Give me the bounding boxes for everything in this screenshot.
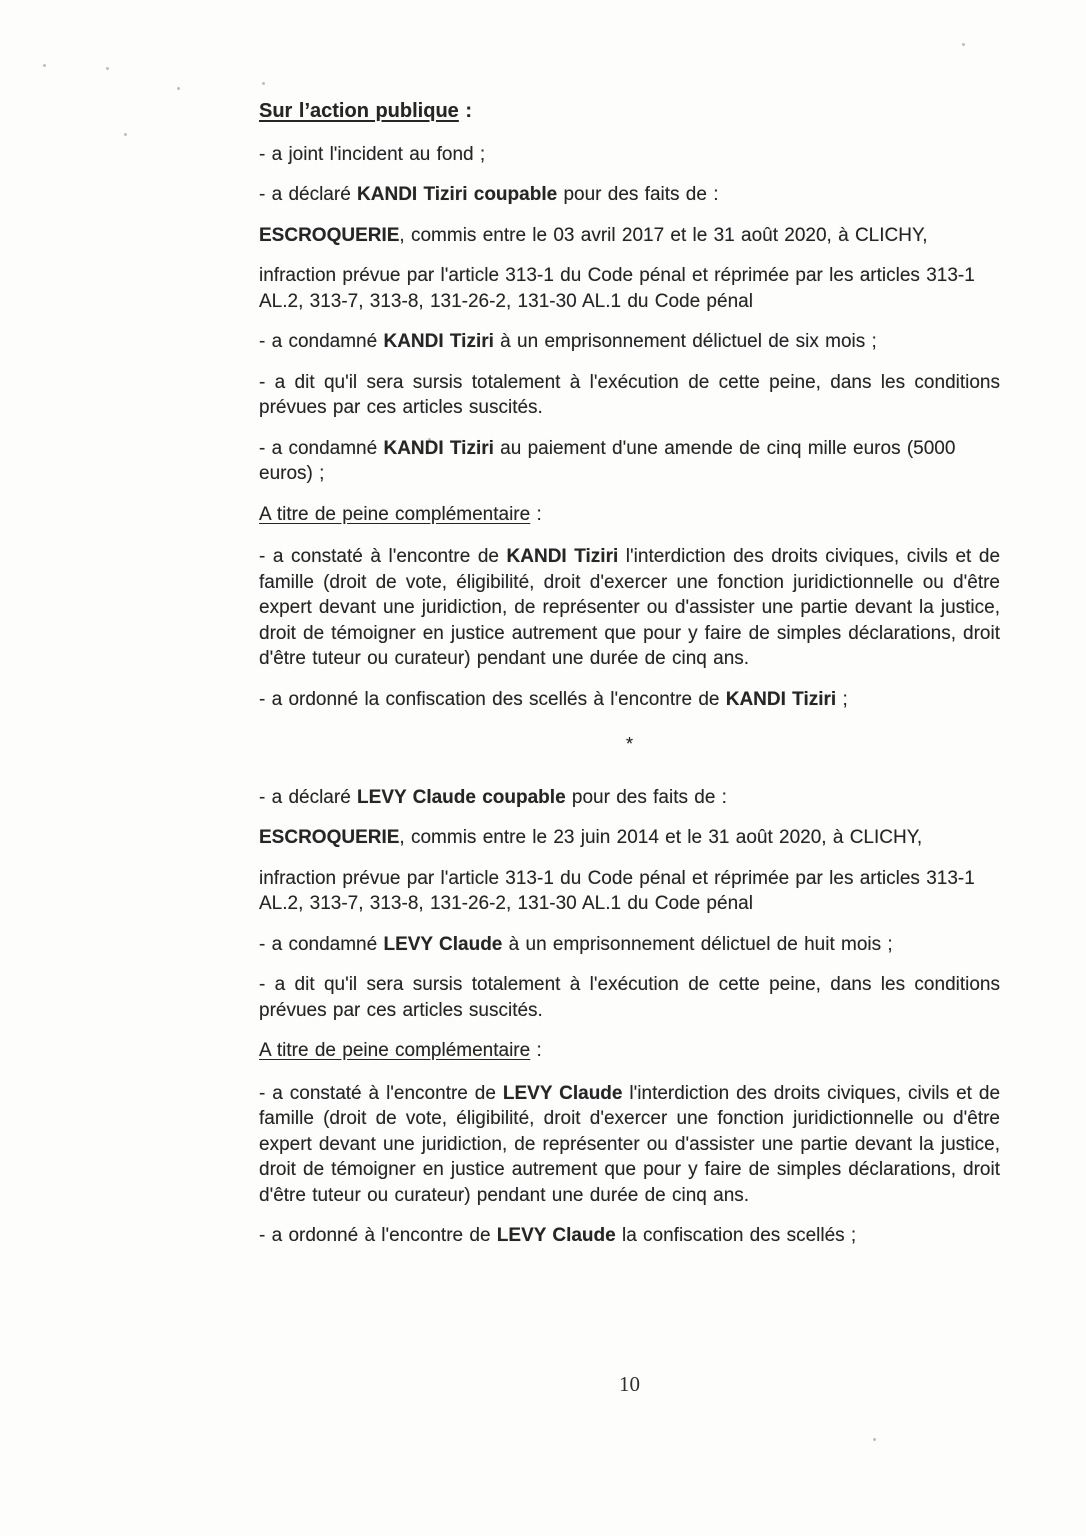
- text-run: KANDI Tiziri: [383, 331, 494, 352]
- scan-speck: [106, 67, 109, 70]
- text-run: - a dit qu'il sera sursis totalement à l'exécution de cette peine, dans les conditions prévues par ces articles suscités.: [259, 371, 1000, 418]
- text-run: - a condamné: [259, 933, 384, 955]
- text-run: à un emprisonnement délictuel de huit mois ;: [502, 933, 893, 955]
- text-run: - a joint l'incident au fond ;: [259, 143, 486, 165]
- scan-speck: [262, 82, 265, 85]
- text-run: - a dit qu'il sera sursis totalement à l'exécution de cette peine, dans les conditions prévues par ces articles suscités.: [259, 974, 1000, 1021]
- text-run: , commis entre le 03 avril 2017 et le 31 août 2020, à CLICHY,: [399, 224, 928, 246]
- text-run: LEVY Claude: [502, 1082, 623, 1104]
- scan-speck: [177, 87, 180, 90]
- paragraph: [259, 544, 1000, 672]
- paragraph: [259, 223, 1000, 249]
- text-run: :: [530, 1040, 542, 1061]
- paragraph: [259, 785, 1000, 811]
- text-run: - a constaté à l'encontre de: [259, 1082, 503, 1104]
- paragraph: [259, 370, 1000, 421]
- scan-speck: [124, 133, 127, 136]
- text-run: pour des faits de :: [565, 786, 727, 808]
- paragraph: [259, 687, 1000, 713]
- text-run: - a condamné: [259, 331, 384, 352]
- scan-speck: [962, 43, 965, 46]
- text-run: pour des faits de :: [557, 184, 719, 205]
- text-run: - a ordonné la confiscation des scellés à l'encontre de: [259, 688, 726, 710]
- scan-speck: [43, 64, 46, 67]
- text-run: ESCROQUERIE: [259, 224, 400, 246]
- text-run: à un emprisonnement délictuel de six mois ;: [493, 331, 877, 352]
- text-run: KANDI Tiziri: [725, 688, 837, 710]
- paragraph: [259, 1223, 1000, 1249]
- text-run: A titre de peine complémentaire: [259, 503, 531, 525]
- paragraph: [259, 866, 1000, 917]
- text-run: infraction prévue par l'article 313-1 du Code pénal et réprimée par les articles 313-1 AL.2, 313-7, 313-8, 131-26-2, 131-30 AL.1 du Code pénal: [259, 867, 975, 914]
- text-run: l'interdiction des droits civiques, civils et de famille (droit de vote, éligibilité, droit d'exercer une fonction juridictionnelle ou d'être expert devant une juridiction, de représenter ou d'assister une partie devant la justice, droit de témoigner en justice autrement que pour y faire de simples déclarations, droit d'être tuteur ou curateur) pendant une durée de cinq ans.: [259, 546, 1001, 669]
- scan-speck: [873, 1438, 876, 1441]
- section-heading: [259, 99, 1000, 125]
- paragraph: [259, 825, 1000, 851]
- text-run: KANDI Tiziri coupable: [357, 184, 558, 205]
- text-run: :: [530, 503, 542, 525]
- text-run: KANDI Tiziri: [383, 437, 494, 459]
- text-run: - a constaté à l'encontre de: [259, 546, 507, 567]
- document-content: [259, 99, 1000, 1264]
- text-run: la confiscation des scellés ;: [615, 1225, 857, 1246]
- paragraph: [259, 263, 1000, 314]
- text-run: infraction prévue par l'article 313-1 du Code pénal et réprimée par les articles 313-1 AL.2, 313-7, 313-8, 131-26-2, 131-30 AL.1 du Code pénal: [259, 265, 975, 312]
- text-run: LEVY Claude: [383, 933, 503, 955]
- text-run: LEVY Claude coupable: [357, 786, 566, 808]
- paragraph: [259, 182, 1000, 208]
- text-run: au paiement d'une amende de cinq mille euros (5000 euros) ;: [259, 437, 956, 484]
- paragraph: [259, 436, 1000, 487]
- text-run: - a déclaré: [259, 184, 358, 205]
- section-heading: [259, 1038, 1000, 1064]
- text-run: LEVY Claude: [496, 1225, 616, 1246]
- text-run: ;: [836, 688, 848, 710]
- section-separator: [259, 732, 1000, 758]
- paragraph: [259, 142, 1000, 168]
- paragraph: [259, 1081, 1000, 1209]
- text-run: A titre de peine complémentaire: [259, 1040, 531, 1061]
- text-run: - a ordonné à l'encontre de: [259, 1225, 497, 1246]
- text-run: , commis entre le 23 juin 2014 et le 31 août 2020, à CLICHY,: [399, 827, 923, 848]
- text-run: *: [625, 734, 633, 754]
- page-number: 10: [619, 1372, 640, 1396]
- paragraph: [259, 329, 1000, 355]
- text-run: ESCROQUERIE: [259, 827, 400, 848]
- text-run: Sur l’action publique: [259, 100, 459, 122]
- text-run: KANDI Tiziri: [506, 546, 619, 567]
- section-heading: [259, 502, 1000, 528]
- text-run: l'interdiction des droits civiques, civils et de famille (droit de vote, éligibilité, droit d'exercer une fonction juridictionnelle ou d'être expert devant une juridiction, de représenter ou d'assister une partie devant la justice, droit de témoigner en justice autrement que pour y faire de simples déclarations, droit d'être tuteur ou curateur) pendant une durée de cinq ans.: [259, 1082, 1001, 1206]
- paragraph: [259, 972, 1000, 1023]
- text-run: - a condamné: [259, 437, 384, 459]
- text-run: :: [458, 100, 473, 122]
- text-run: - a déclaré: [259, 786, 358, 808]
- paragraph: [259, 932, 1000, 958]
